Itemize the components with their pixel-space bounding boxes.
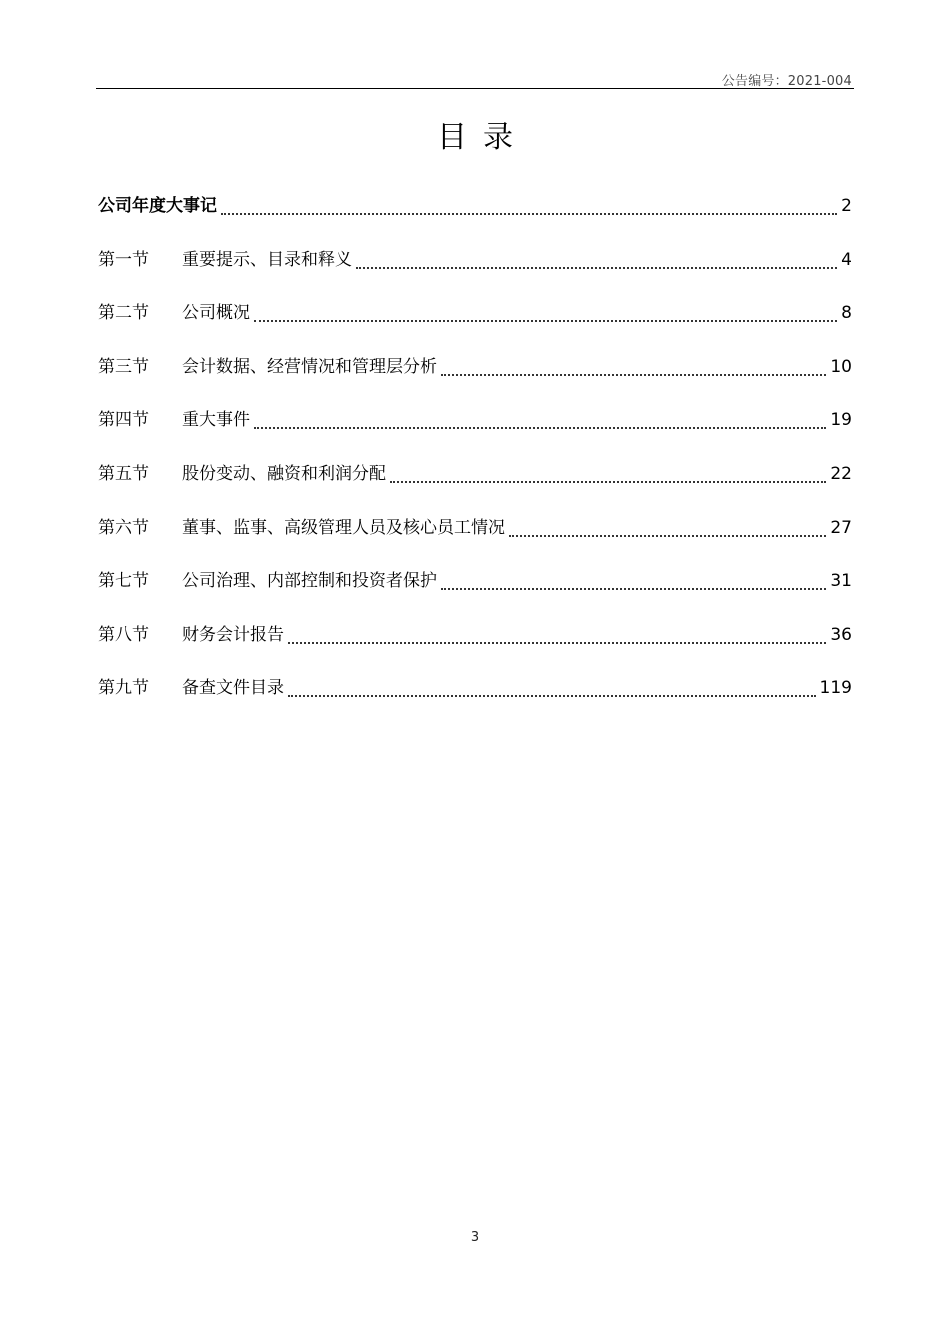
- toc-leader-dots: [509, 513, 826, 537]
- announcement-code: 公告编号：2021-004: [721, 74, 852, 89]
- toc-entry-section-6[interactable]: [98, 513, 852, 567]
- toc-entry-section-8[interactable]: [98, 620, 852, 674]
- toc-leader-dots: [390, 459, 826, 483]
- toc-page-number: 119: [819, 678, 852, 699]
- toc-section-label: 第一节: [98, 249, 149, 270]
- toc-entry-text: 财务会计报告: [182, 624, 284, 645]
- toc-entry-section-1[interactable]: [98, 245, 852, 299]
- toc-section-label: 第八节: [98, 624, 149, 645]
- toc-leader-dots: [441, 566, 826, 590]
- toc-title: 目录: [437, 120, 529, 155]
- toc-page-number: 8: [841, 303, 852, 324]
- toc-section-label: 第七节: [98, 571, 149, 592]
- toc-page-number: 19: [830, 410, 852, 431]
- toc-section-label: 第六节: [98, 517, 149, 538]
- toc-section-label: 第三节: [98, 356, 149, 377]
- toc-entry-text: 董事、监事、高级管理人员及核心员工情况: [182, 517, 505, 538]
- toc-section-label: 第五节: [98, 463, 149, 484]
- toc-entry-annual-events[interactable]: [98, 191, 852, 245]
- toc-leader-dots: [288, 673, 816, 697]
- toc-page-number: 27: [830, 517, 852, 538]
- toc-page-number: 36: [830, 624, 852, 645]
- toc-leader-dots: [254, 298, 837, 322]
- toc-leader-dots: [441, 352, 826, 376]
- toc-page-number: 22: [830, 463, 852, 484]
- toc-page-number: 10: [830, 356, 852, 377]
- toc-entry-section-3[interactable]: [98, 352, 852, 406]
- toc-entry-text: 公司概况: [182, 303, 250, 324]
- header-divider: [96, 88, 854, 89]
- toc-page-number: 31: [830, 571, 852, 592]
- toc-entry-text: 会计数据、经营情况和管理层分析: [182, 356, 437, 377]
- toc-section-label: 第二节: [98, 303, 149, 324]
- toc-entry-section-9[interactable]: [98, 673, 852, 727]
- toc-entry-text: 重要提示、目录和释义: [182, 249, 352, 270]
- toc-page-number: 4: [841, 249, 852, 270]
- toc-list: [98, 191, 852, 727]
- toc-entry-text: 股份变动、融资和利润分配: [182, 463, 386, 484]
- toc-entry-text: 重大事件: [182, 410, 250, 431]
- toc-entry-text: 公司治理、内部控制和投资者保护: [182, 571, 437, 592]
- toc-section-label: 第九节: [98, 678, 149, 699]
- toc-entry-text: 公司年度大事记: [98, 196, 217, 216]
- page-number: 3: [470, 1230, 480, 1245]
- toc-entry-section-4[interactable]: [98, 405, 852, 459]
- toc-entry-section-2[interactable]: [98, 298, 852, 352]
- toc-leader-dots: [221, 191, 837, 215]
- toc-leader-dots: [254, 405, 826, 429]
- toc-leader-dots: [288, 620, 826, 644]
- toc-section-label: 第四节: [98, 410, 149, 431]
- toc-entry-text: 备查文件目录: [182, 678, 284, 699]
- toc-entry-section-5[interactable]: [98, 459, 852, 513]
- toc-entry-section-7[interactable]: [98, 566, 852, 620]
- toc-leader-dots: [356, 245, 837, 269]
- toc-page-number: 2: [841, 196, 852, 216]
